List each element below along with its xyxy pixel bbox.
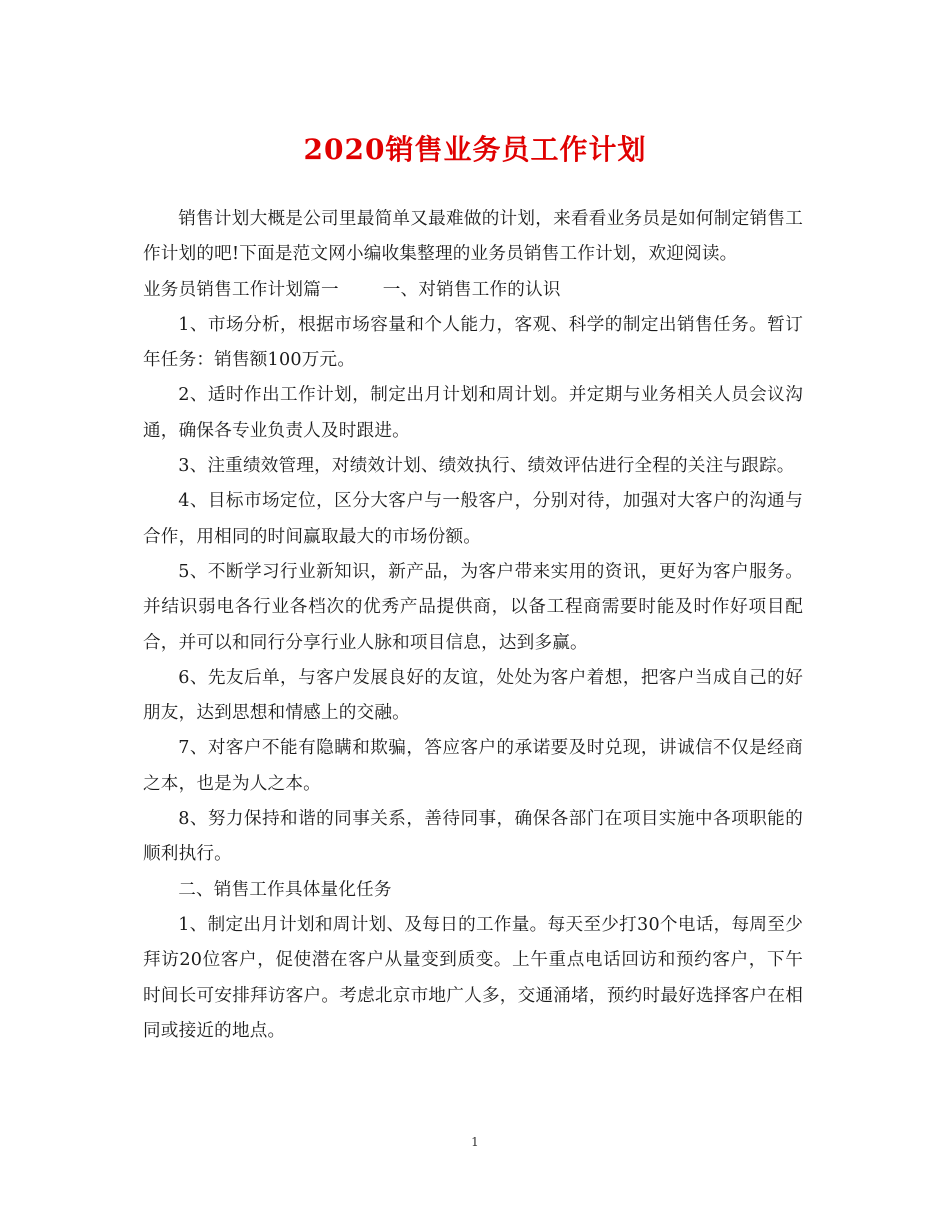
- list-item: 7、对客户不能有隐瞒和欺骗，答应客户的承诺要及时兑现，讲诚信不仅是经商之本，也是为人之本。: [143, 738, 803, 794]
- section-heading: 一、对销售工作的认识: [382, 279, 561, 300]
- list-item: 1、市场分析，根据市场容量和个人能力，客观、科学的制定出销售任务。暂订年任务：销售额100万元。: [143, 314, 803, 371]
- list-item: 1、制定出月计划和周计划、及每日的工作量。每天至少打30个电话，每周至少拜访20位客户，促使潜在客户从量变到质变。上午重点电话回访和预约客户，下午时间长可安排拜访客户。考虑北京市地广人多，交通涌堵，预约时最好选择客户在相同或接近的地点。: [143, 914, 803, 1041]
- page-number: 1: [471, 1135, 479, 1149]
- list-item: 3、注重绩效管理，对绩效计划、绩效执行、绩效评估进行全程的关注与跟踪。: [178, 456, 795, 477]
- part-heading-line: [143, 273, 803, 308]
- list-item: 4、目标市场定位，区分大客户与一般客户，分别对待，加强对大客户的沟通与合作，用相同的时间赢取最大的市场份额。: [143, 491, 803, 547]
- list-item: 6、先友后单，与客户发展良好的友谊，处处为客户着想，把客户当成自己的好朋友，达到思想和情感上的交融。: [143, 667, 803, 724]
- list-item: 5、不断学习行业新知识，新产品，为客户带来实用的资讯，更好为客户服务。并结识弱电各行业各档次的优秀产品提供商，以备工程商需要时能及时作好项目配合，并可以和同行分享行业人脉和项目信息，达到多赢。: [143, 561, 803, 653]
- list-item: 2、适时作出工作计划，制定出月计划和周计划。并定期与业务相关人员会议沟通，确保各专业负责人及时跟进。: [143, 385, 803, 441]
- document-body: [143, 202, 803, 1049]
- intro-paragraph: 销售计划大概是公司里最简单又最难做的计划，来看看业务员是如何制定销售工作计划的吧!下面是范文网小编收集整理的业务员销售工作计划，欢迎阅读。: [143, 209, 803, 265]
- section-heading: 二、销售工作具体量化任务: [178, 879, 392, 900]
- list-item: 8、努力保持和谐的同事关系，善待同事，确保各部门在项目实施中各项职能的顺利执行。: [143, 809, 803, 865]
- document-title: 2020销售业务员工作计划: [303, 133, 647, 166]
- part-label: 业务员销售工作计划篇一: [143, 279, 339, 300]
